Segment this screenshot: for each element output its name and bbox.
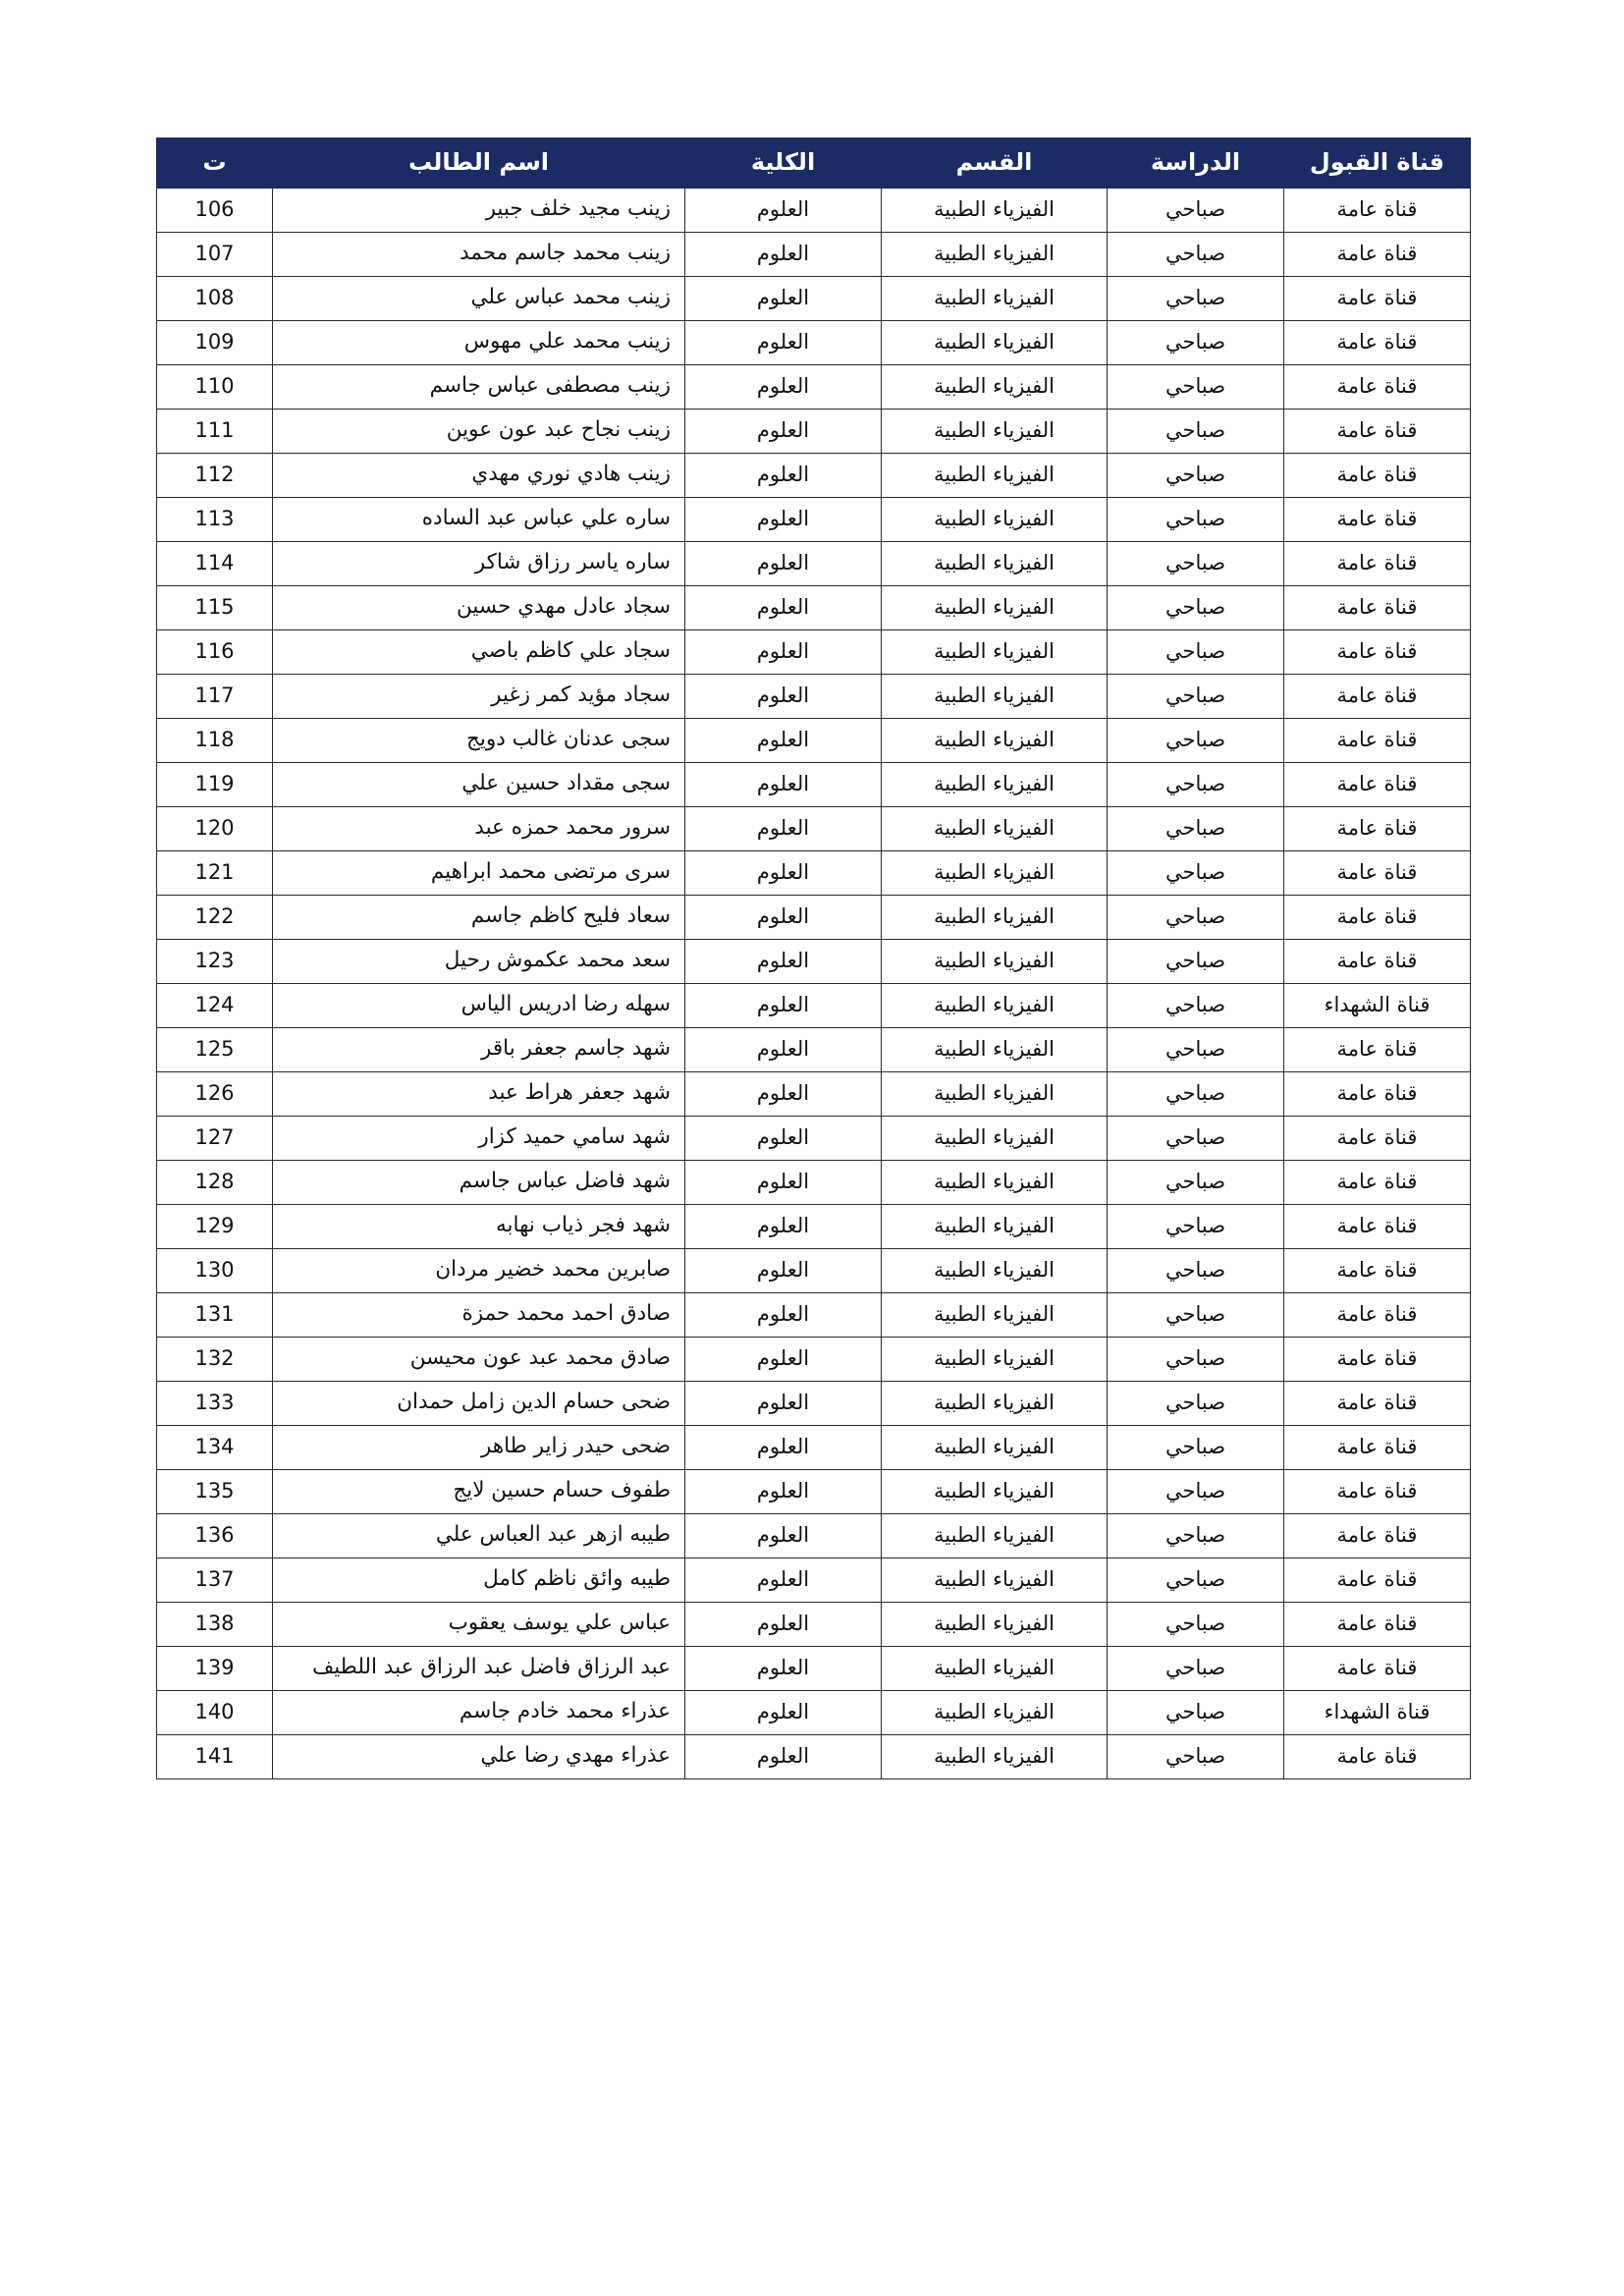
cell-college: العلوم bbox=[685, 851, 882, 896]
cell-department: الفيزياء الطبية bbox=[882, 1514, 1108, 1558]
cell-student-name: زينب مجيد خلف جبير bbox=[273, 189, 685, 233]
cell-study: صباحي bbox=[1108, 1603, 1284, 1647]
cell-college: العلوم bbox=[685, 1603, 882, 1647]
cell-college: العلوم bbox=[685, 454, 882, 498]
cell-study: صباحي bbox=[1108, 940, 1284, 984]
cell-admission-channel: قناة عامة bbox=[1284, 1603, 1471, 1647]
cell-student-name: زينب محمد جاسم محمد bbox=[273, 233, 685, 277]
cell-index: 107 bbox=[157, 233, 273, 277]
cell-college: العلوم bbox=[685, 719, 882, 763]
cell-index: 128 bbox=[157, 1161, 273, 1205]
cell-student-name: شهد فجر ذياب نهابه bbox=[273, 1205, 685, 1249]
cell-student-name: شهد جعفر هراط عبد bbox=[273, 1072, 685, 1117]
table-row bbox=[157, 1514, 1471, 1558]
cell-college: العلوم bbox=[685, 1249, 882, 1293]
cell-student-name: عباس علي يوسف يعقوب bbox=[273, 1603, 685, 1647]
cell-department: الفيزياء الطبية bbox=[882, 410, 1108, 454]
cell-index: 118 bbox=[157, 719, 273, 763]
table-row bbox=[157, 1647, 1471, 1691]
cell-admission-channel: قناة عامة bbox=[1284, 1338, 1471, 1382]
cell-admission-channel: قناة عامة bbox=[1284, 630, 1471, 675]
column-header-department: القسم bbox=[882, 138, 1108, 189]
cell-college: العلوم bbox=[685, 189, 882, 233]
cell-admission-channel: قناة عامة bbox=[1284, 807, 1471, 851]
cell-study: صباحي bbox=[1108, 719, 1284, 763]
cell-student-name: سعد محمد عكموش رحيل bbox=[273, 940, 685, 984]
table-row bbox=[157, 675, 1471, 719]
cell-index: 119 bbox=[157, 763, 273, 807]
cell-index: 117 bbox=[157, 675, 273, 719]
cell-study: صباحي bbox=[1108, 1338, 1284, 1382]
cell-department: الفيزياء الطبية bbox=[882, 1470, 1108, 1514]
cell-study: صباحي bbox=[1108, 365, 1284, 410]
cell-study: صباحي bbox=[1108, 498, 1284, 542]
cell-college: العلوم bbox=[685, 586, 882, 630]
cell-study: صباحي bbox=[1108, 1426, 1284, 1470]
cell-department: الفيزياء الطبية bbox=[882, 1117, 1108, 1161]
cell-admission-channel: قناة عامة bbox=[1284, 1072, 1471, 1117]
cell-study: صباحي bbox=[1108, 1117, 1284, 1161]
cell-student-name: ساره علي عباس عبد الساده bbox=[273, 498, 685, 542]
cell-admission-channel: قناة عامة bbox=[1284, 1647, 1471, 1691]
cell-department: الفيزياء الطبية bbox=[882, 1293, 1108, 1338]
cell-index: 122 bbox=[157, 896, 273, 940]
cell-department: الفيزياء الطبية bbox=[882, 277, 1108, 321]
cell-department: الفيزياء الطبية bbox=[882, 984, 1108, 1028]
cell-index: 108 bbox=[157, 277, 273, 321]
cell-study: صباحي bbox=[1108, 1691, 1284, 1735]
cell-college: العلوم bbox=[685, 1382, 882, 1426]
cell-admission-channel: قناة عامة bbox=[1284, 1028, 1471, 1072]
cell-department: الفيزياء الطبية bbox=[882, 851, 1108, 896]
cell-study: صباحي bbox=[1108, 542, 1284, 586]
cell-student-name: سرى مرتضى محمد ابراهيم bbox=[273, 851, 685, 896]
cell-department: الفيزياء الطبية bbox=[882, 1735, 1108, 1779]
table-row bbox=[157, 851, 1471, 896]
cell-student-name: ضحى حسام الدين زامل حمدان bbox=[273, 1382, 685, 1426]
table-row bbox=[157, 410, 1471, 454]
cell-admission-channel: قناة عامة bbox=[1284, 763, 1471, 807]
cell-admission-channel: قناة عامة bbox=[1284, 851, 1471, 896]
cell-admission-channel: قناة عامة bbox=[1284, 365, 1471, 410]
cell-department: الفيزياء الطبية bbox=[882, 1691, 1108, 1735]
cell-student-name: طيبه ازهر عبد العباس علي bbox=[273, 1514, 685, 1558]
cell-department: الفيزياء الطبية bbox=[882, 1072, 1108, 1117]
cell-index: 138 bbox=[157, 1603, 273, 1647]
cell-index: 133 bbox=[157, 1382, 273, 1426]
cell-college: العلوم bbox=[685, 365, 882, 410]
cell-admission-channel: قناة عامة bbox=[1284, 586, 1471, 630]
table-row bbox=[157, 1072, 1471, 1117]
cell-department: الفيزياء الطبية bbox=[882, 498, 1108, 542]
cell-index: 124 bbox=[157, 984, 273, 1028]
cell-student-name: سهله رضا ادريس الياس bbox=[273, 984, 685, 1028]
table-header bbox=[157, 138, 1471, 189]
table-row bbox=[157, 896, 1471, 940]
cell-college: العلوم bbox=[685, 1205, 882, 1249]
table-row bbox=[157, 940, 1471, 984]
student-roster-table bbox=[156, 137, 1471, 1779]
cell-index: 134 bbox=[157, 1426, 273, 1470]
cell-college: العلوم bbox=[685, 984, 882, 1028]
cell-index: 127 bbox=[157, 1117, 273, 1161]
cell-index: 137 bbox=[157, 1558, 273, 1603]
cell-study: صباحي bbox=[1108, 630, 1284, 675]
cell-department: الفيزياء الطبية bbox=[882, 630, 1108, 675]
table-body bbox=[157, 189, 1471, 1779]
column-header-college: الكلية bbox=[685, 138, 882, 189]
cell-study: صباحي bbox=[1108, 1161, 1284, 1205]
cell-index: 123 bbox=[157, 940, 273, 984]
table-row bbox=[157, 1735, 1471, 1779]
cell-admission-channel: قناة الشهداء bbox=[1284, 984, 1471, 1028]
cell-student-name: سرور محمد حمزه عبد bbox=[273, 807, 685, 851]
cell-department: الفيزياء الطبية bbox=[882, 1558, 1108, 1603]
cell-department: الفيزياء الطبية bbox=[882, 1205, 1108, 1249]
cell-index: 140 bbox=[157, 1691, 273, 1735]
cell-college: العلوم bbox=[685, 675, 882, 719]
cell-admission-channel: قناة عامة bbox=[1284, 1426, 1471, 1470]
cell-study: صباحي bbox=[1108, 1647, 1284, 1691]
table-row bbox=[157, 454, 1471, 498]
cell-index: 126 bbox=[157, 1072, 273, 1117]
cell-index: 125 bbox=[157, 1028, 273, 1072]
cell-admission-channel: قناة الشهداء bbox=[1284, 1691, 1471, 1735]
cell-admission-channel: قناة عامة bbox=[1284, 1205, 1471, 1249]
cell-index: 116 bbox=[157, 630, 273, 675]
cell-department: الفيزياء الطبية bbox=[882, 719, 1108, 763]
cell-college: العلوم bbox=[685, 1558, 882, 1603]
cell-admission-channel: قناة عامة bbox=[1284, 454, 1471, 498]
cell-department: الفيزياء الطبية bbox=[882, 675, 1108, 719]
table-row bbox=[157, 1382, 1471, 1426]
student-roster-table-container bbox=[157, 137, 1471, 1779]
table-row bbox=[157, 189, 1471, 233]
cell-index: 111 bbox=[157, 410, 273, 454]
cell-index: 131 bbox=[157, 1293, 273, 1338]
cell-admission-channel: قناة عامة bbox=[1284, 940, 1471, 984]
column-header-student-name: اسم الطالب bbox=[273, 138, 685, 189]
cell-student-name: شهد سامي حميد كزار bbox=[273, 1117, 685, 1161]
cell-index: 139 bbox=[157, 1647, 273, 1691]
table-row bbox=[157, 277, 1471, 321]
cell-department: الفيزياء الطبية bbox=[882, 321, 1108, 365]
cell-department: الفيزياء الطبية bbox=[882, 1028, 1108, 1072]
cell-student-name: زينب هادي نوري مهدي bbox=[273, 454, 685, 498]
cell-index: 136 bbox=[157, 1514, 273, 1558]
cell-study: صباحي bbox=[1108, 675, 1284, 719]
cell-study: صباحي bbox=[1108, 1028, 1284, 1072]
cell-department: الفيزياء الطبية bbox=[882, 1382, 1108, 1426]
cell-college: العلوم bbox=[685, 1161, 882, 1205]
cell-index: 106 bbox=[157, 189, 273, 233]
table-row bbox=[157, 1691, 1471, 1735]
cell-index: 141 bbox=[157, 1735, 273, 1779]
table-row bbox=[157, 1293, 1471, 1338]
cell-college: العلوم bbox=[685, 1293, 882, 1338]
cell-study: صباحي bbox=[1108, 1293, 1284, 1338]
cell-college: العلوم bbox=[685, 1338, 882, 1382]
cell-study: صباحي bbox=[1108, 896, 1284, 940]
cell-admission-channel: قناة عامة bbox=[1284, 189, 1471, 233]
cell-college: العلوم bbox=[685, 1470, 882, 1514]
cell-admission-channel: قناة عامة bbox=[1284, 719, 1471, 763]
cell-department: الفيزياء الطبية bbox=[882, 1647, 1108, 1691]
cell-study: صباحي bbox=[1108, 984, 1284, 1028]
cell-admission-channel: قناة عامة bbox=[1284, 1735, 1471, 1779]
cell-index: 113 bbox=[157, 498, 273, 542]
cell-student-name: طيبه وائق ناظم كامل bbox=[273, 1558, 685, 1603]
cell-department: الفيزياء الطبية bbox=[882, 454, 1108, 498]
table-row bbox=[157, 542, 1471, 586]
cell-student-name: ساره ياسر رزاق شاكر bbox=[273, 542, 685, 586]
cell-index: 121 bbox=[157, 851, 273, 896]
cell-department: الفيزياء الطبية bbox=[882, 940, 1108, 984]
cell-study: صباحي bbox=[1108, 321, 1284, 365]
cell-index: 135 bbox=[157, 1470, 273, 1514]
cell-student-name: طفوف حسام حسين لايج bbox=[273, 1470, 685, 1514]
cell-admission-channel: قناة عامة bbox=[1284, 410, 1471, 454]
cell-study: صباحي bbox=[1108, 1205, 1284, 1249]
cell-study: صباحي bbox=[1108, 277, 1284, 321]
table-row bbox=[157, 586, 1471, 630]
cell-admission-channel: قناة عامة bbox=[1284, 1382, 1471, 1426]
cell-study: صباحي bbox=[1108, 410, 1284, 454]
cell-college: العلوم bbox=[685, 807, 882, 851]
cell-admission-channel: قناة عامة bbox=[1284, 1514, 1471, 1558]
cell-index: 120 bbox=[157, 807, 273, 851]
cell-college: العلوم bbox=[685, 410, 882, 454]
cell-student-name: صادق احمد محمد حمزة bbox=[273, 1293, 685, 1338]
table-header-row bbox=[157, 138, 1471, 189]
cell-college: العلوم bbox=[685, 1514, 882, 1558]
cell-college: العلوم bbox=[685, 940, 882, 984]
table-row bbox=[157, 763, 1471, 807]
cell-department: الفيزياء الطبية bbox=[882, 365, 1108, 410]
cell-student-name: عذراء محمد خادم جاسم bbox=[273, 1691, 685, 1735]
cell-department: الفيزياء الطبية bbox=[882, 542, 1108, 586]
cell-college: العلوم bbox=[685, 1072, 882, 1117]
cell-index: 129 bbox=[157, 1205, 273, 1249]
cell-study: صباحي bbox=[1108, 454, 1284, 498]
cell-admission-channel: قناة عامة bbox=[1284, 1161, 1471, 1205]
cell-student-name: سجاد عادل مهدي حسين bbox=[273, 586, 685, 630]
table-row bbox=[157, 1426, 1471, 1470]
table-row bbox=[157, 365, 1471, 410]
table-row bbox=[157, 984, 1471, 1028]
cell-admission-channel: قناة عامة bbox=[1284, 1117, 1471, 1161]
column-header-admission-channel: قناة القبول bbox=[1284, 138, 1471, 189]
cell-student-name: زينب محمد علي مهوس bbox=[273, 321, 685, 365]
cell-index: 110 bbox=[157, 365, 273, 410]
table-row bbox=[157, 321, 1471, 365]
cell-study: صباحي bbox=[1108, 233, 1284, 277]
table-row bbox=[157, 719, 1471, 763]
cell-department: الفيزياء الطبية bbox=[882, 807, 1108, 851]
cell-college: العلوم bbox=[685, 630, 882, 675]
cell-college: العلوم bbox=[685, 1691, 882, 1735]
cell-index: 109 bbox=[157, 321, 273, 365]
cell-college: العلوم bbox=[685, 542, 882, 586]
cell-study: صباحي bbox=[1108, 807, 1284, 851]
column-header-study: الدراسة bbox=[1108, 138, 1284, 189]
cell-college: العلوم bbox=[685, 321, 882, 365]
cell-department: الفيزياء الطبية bbox=[882, 189, 1108, 233]
cell-index: 132 bbox=[157, 1338, 273, 1382]
cell-study: صباحي bbox=[1108, 1072, 1284, 1117]
cell-admission-channel: قناة عامة bbox=[1284, 896, 1471, 940]
column-header-index: ت bbox=[157, 138, 273, 189]
cell-student-name: سجاد مؤيد كمر زغير bbox=[273, 675, 685, 719]
cell-study: صباحي bbox=[1108, 189, 1284, 233]
cell-college: العلوم bbox=[685, 1426, 882, 1470]
cell-admission-channel: قناة عامة bbox=[1284, 1293, 1471, 1338]
cell-department: الفيزياء الطبية bbox=[882, 233, 1108, 277]
cell-college: العلوم bbox=[685, 233, 882, 277]
table-row bbox=[157, 1338, 1471, 1382]
cell-student-name: عذراء مهدي رضا علي bbox=[273, 1735, 685, 1779]
cell-admission-channel: قناة عامة bbox=[1284, 498, 1471, 542]
cell-index: 130 bbox=[157, 1249, 273, 1293]
table-row bbox=[157, 1470, 1471, 1514]
table-row bbox=[157, 1028, 1471, 1072]
cell-department: الفيزياء الطبية bbox=[882, 896, 1108, 940]
cell-admission-channel: قناة عامة bbox=[1284, 542, 1471, 586]
cell-college: العلوم bbox=[685, 498, 882, 542]
cell-study: صباحي bbox=[1108, 851, 1284, 896]
cell-student-name: سعاد فليح كاظم جاسم bbox=[273, 896, 685, 940]
cell-admission-channel: قناة عامة bbox=[1284, 675, 1471, 719]
cell-study: صباحي bbox=[1108, 1470, 1284, 1514]
cell-student-name: سجاد علي كاظم باصي bbox=[273, 630, 685, 675]
table-row bbox=[157, 1205, 1471, 1249]
cell-college: العلوم bbox=[685, 1117, 882, 1161]
table-row bbox=[157, 1161, 1471, 1205]
cell-department: الفيزياء الطبية bbox=[882, 763, 1108, 807]
cell-student-name: ضحى حيدر زاير طاهر bbox=[273, 1426, 685, 1470]
cell-study: صباحي bbox=[1108, 1735, 1284, 1779]
cell-admission-channel: قناة عامة bbox=[1284, 321, 1471, 365]
cell-college: العلوم bbox=[685, 277, 882, 321]
cell-student-name: زينب محمد عباس علي bbox=[273, 277, 685, 321]
cell-index: 114 bbox=[157, 542, 273, 586]
table-row bbox=[157, 498, 1471, 542]
table-row bbox=[157, 1249, 1471, 1293]
cell-department: الفيزياء الطبية bbox=[882, 1249, 1108, 1293]
cell-student-name: صادق محمد عبد عون محيسن bbox=[273, 1338, 685, 1382]
table-row bbox=[157, 630, 1471, 675]
cell-student-name: عبد الرزاق فاضل عبد الرزاق عبد اللطيف bbox=[273, 1647, 685, 1691]
cell-student-name: شهد فاضل عباس جاسم bbox=[273, 1161, 685, 1205]
cell-admission-channel: قناة عامة bbox=[1284, 1470, 1471, 1514]
cell-student-name: زينب نجاح عبد عون عوين bbox=[273, 410, 685, 454]
cell-admission-channel: قناة عامة bbox=[1284, 233, 1471, 277]
table-row bbox=[157, 1558, 1471, 1603]
cell-college: العلوم bbox=[685, 1028, 882, 1072]
cell-study: صباحي bbox=[1108, 1514, 1284, 1558]
cell-index: 115 bbox=[157, 586, 273, 630]
cell-college: العلوم bbox=[685, 763, 882, 807]
cell-study: صباحي bbox=[1108, 1249, 1284, 1293]
cell-student-name: سجى مقداد حسين علي bbox=[273, 763, 685, 807]
cell-student-name: صابرين محمد خضير مردان bbox=[273, 1249, 685, 1293]
table-row bbox=[157, 807, 1471, 851]
cell-study: صباحي bbox=[1108, 763, 1284, 807]
cell-student-name: شهد جاسم جعفر باقر bbox=[273, 1028, 685, 1072]
cell-college: العلوم bbox=[685, 1647, 882, 1691]
cell-index: 112 bbox=[157, 454, 273, 498]
cell-department: الفيزياء الطبية bbox=[882, 1426, 1108, 1470]
cell-study: صباحي bbox=[1108, 1558, 1284, 1603]
cell-admission-channel: قناة عامة bbox=[1284, 1249, 1471, 1293]
cell-department: الفيزياء الطبية bbox=[882, 1161, 1108, 1205]
cell-study: صباحي bbox=[1108, 1382, 1284, 1426]
table-row bbox=[157, 1117, 1471, 1161]
cell-admission-channel: قناة عامة bbox=[1284, 277, 1471, 321]
cell-student-name: زينب مصطفى عباس جاسم bbox=[273, 365, 685, 410]
cell-department: الفيزياء الطبية bbox=[882, 1338, 1108, 1382]
cell-college: العلوم bbox=[685, 1735, 882, 1779]
table-row bbox=[157, 1603, 1471, 1647]
table-row bbox=[157, 233, 1471, 277]
cell-admission-channel: قناة عامة bbox=[1284, 1558, 1471, 1603]
cell-department: الفيزياء الطبية bbox=[882, 586, 1108, 630]
cell-college: العلوم bbox=[685, 896, 882, 940]
cell-study: صباحي bbox=[1108, 586, 1284, 630]
cell-student-name: سجى عدنان غالب دويج bbox=[273, 719, 685, 763]
cell-department: الفيزياء الطبية bbox=[882, 1603, 1108, 1647]
